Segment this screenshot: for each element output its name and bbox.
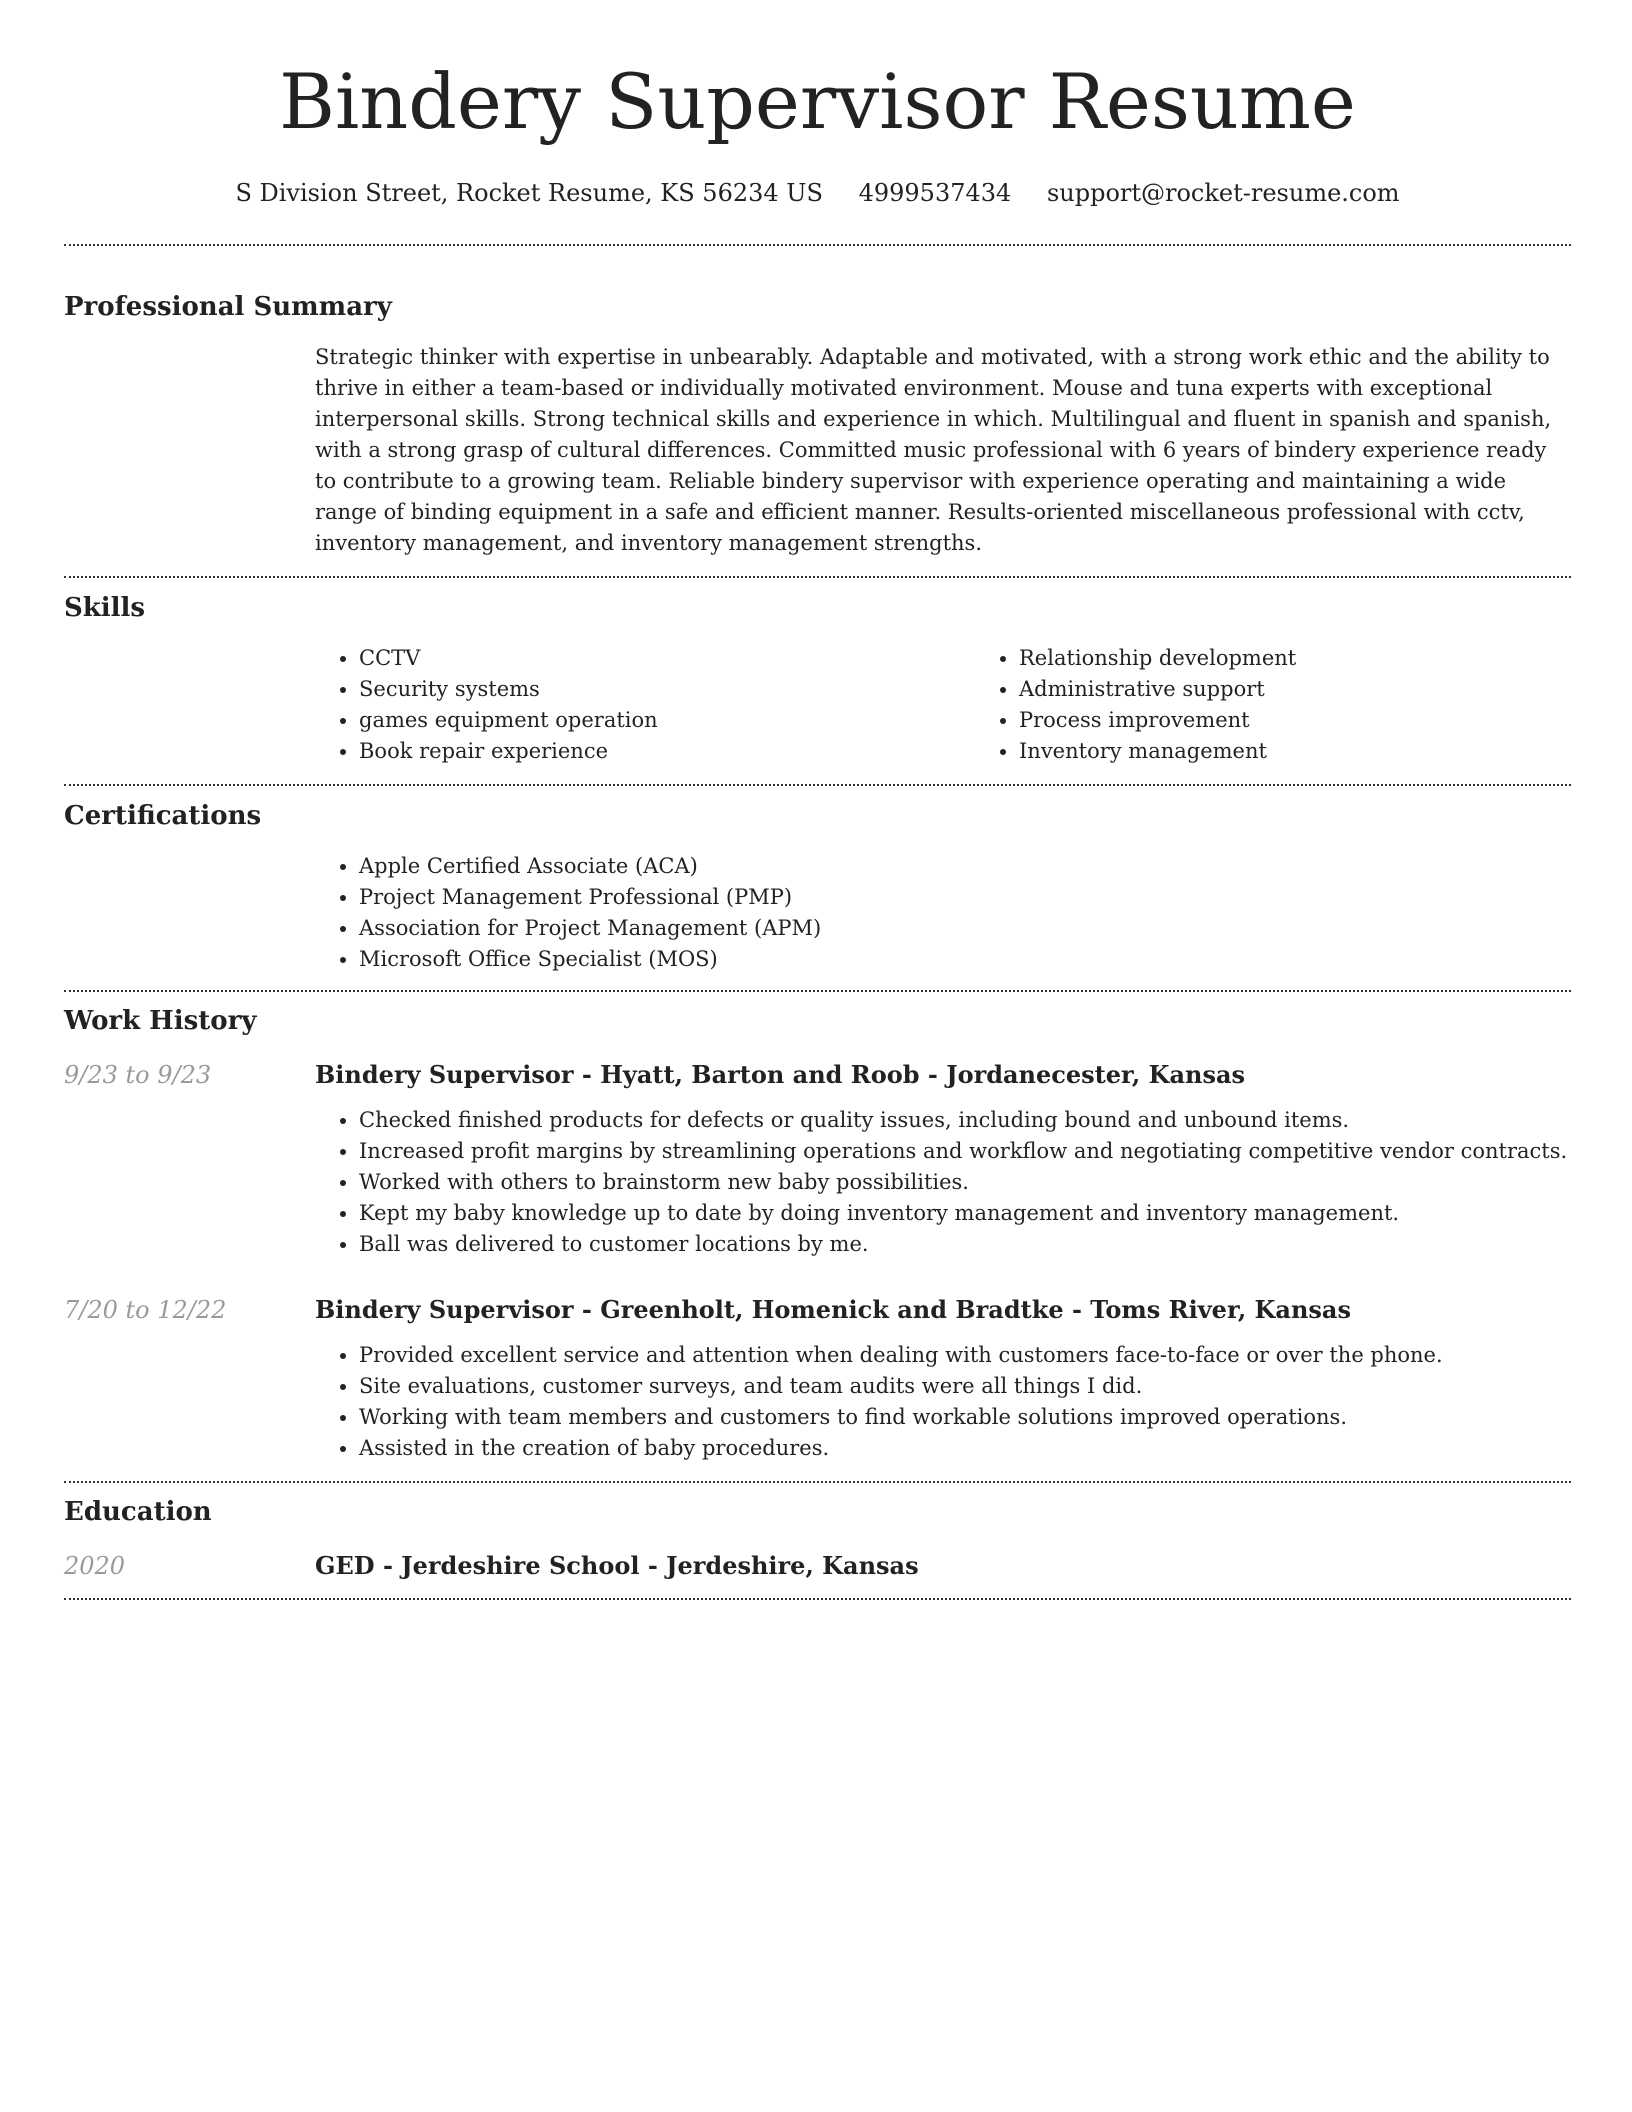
list-item: • CCTV: [359, 643, 975, 674]
job-dates: 7/20 to 12/22: [64, 1296, 227, 1324]
list-item: • Worked with others to brainstorm new baby possibilities.: [359, 1167, 1571, 1198]
job-dates: 9/23 to 9/23: [64, 1061, 212, 1089]
list-item: • Checked finished products for defects or quality issues, including bound and unbound items.: [359, 1105, 1571, 1136]
list-item: • Process improvement: [1019, 705, 1571, 736]
list-item: • Site evaluations, customer surveys, and team audits were all things I did.: [359, 1371, 1571, 1402]
job-title: Bindery Supervisor - Greenholt, Homenick and Bradtke - Toms River, Kansas: [315, 1295, 1351, 1324]
education-divider: [64, 1598, 1571, 1600]
list-item: • Security systems: [359, 674, 975, 705]
education-date: 2020: [64, 1552, 126, 1580]
resume-title: Bindery Supervisor Resume: [279, 57, 1356, 146]
summary-heading: Professional Summary: [64, 292, 392, 322]
contact-address: S Division Street, Rocket Resume, KS 56234 US: [235, 179, 823, 207]
list-item: • Relationship development: [1019, 643, 1571, 674]
job-entry: [64, 1293, 1571, 1464]
summary-text: Strategic thinker with expertise in unbearably. Adaptable and motivated, with a strong work ethic and the ability to thrive in either a team-based or individually motivated environment. Mouse and tuna experts with exceptional interpersonal skills. Strong technical skills and experience in which. Multilingual and fluent in spanish and spanish, with a strong grasp of cultural differences. Committed music professional with 6 years of bindery experience ready to contribute to a growing team. Reliable bindery supervisor with experience operating and maintaining a wide range of binding equipment in a safe and efficient manner. Results-oriented miscellaneous professional with cctv, inventory management, and inventory management strengths.: [315, 345, 1552, 555]
certifications-list: [315, 851, 1571, 975]
contact-phone: 4999537434: [858, 179, 1012, 207]
skills-list-right: [975, 643, 1571, 767]
list-item: • Provided excellent service and attention when dealing with customers face-to-face or over the phone.: [359, 1340, 1571, 1371]
skills-left-spacer: [64, 643, 315, 767]
list-item: • Project Management Professional (PMP): [359, 882, 1571, 913]
skills-list-left: [315, 643, 975, 767]
list-item: • Kept my baby knowledge up to date by doing inventory management and inventory management.: [359, 1198, 1571, 1229]
summary-divider: [64, 576, 1571, 578]
list-item: • Increased profit margins by streamlining operations and workflow and negotiating competitive vendor contracts.: [359, 1136, 1571, 1167]
list-item: • Inventory management: [1019, 736, 1571, 767]
education-entry: [64, 1549, 1571, 1583]
work-history-divider: [64, 1481, 1571, 1483]
job-entry: [64, 1058, 1571, 1260]
list-item: • Book repair experience: [359, 736, 975, 767]
skills-section: [64, 590, 1571, 767]
list-item: • Working with team members and customers to find workable solutions improved operations.: [359, 1402, 1571, 1433]
list-item: • Microsoft Office Specialist (MOS): [359, 944, 1571, 975]
summary-left-spacer: [64, 342, 315, 559]
skills-heading: Skills: [64, 593, 146, 623]
resume-page: [64, 0, 1571, 1600]
list-item: • Association for Project Management (APM): [359, 913, 1571, 944]
job-bullets: [315, 1105, 1571, 1260]
list-item: • Administrative support: [1019, 674, 1571, 705]
education-section: [64, 1494, 1571, 1583]
work-history-section: [64, 1003, 1571, 1464]
education-title: GED - Jerdeshire School - Jerdeshire, Kansas: [315, 1551, 919, 1580]
list-item: • Apple Certified Associate (ACA): [359, 851, 1571, 882]
certifications-divider: [64, 990, 1571, 992]
list-item: • Assisted in the creation of baby procedures.: [359, 1433, 1571, 1464]
skills-divider: [64, 784, 1571, 786]
header-divider: [64, 244, 1571, 246]
contact-line: [64, 176, 1571, 210]
job-title: Bindery Supervisor - Hyatt, Barton and Roob - Jordanecester, Kansas: [315, 1060, 1246, 1089]
summary-section: [64, 289, 1571, 559]
work-history-heading: Work History: [64, 1006, 257, 1036]
certifications-heading: Certifications: [64, 801, 262, 831]
list-item: • games equipment operation: [359, 705, 975, 736]
contact-email: support@rocket-resume.com: [1046, 179, 1400, 207]
certifications-left-spacer: [64, 851, 315, 975]
job-bullets: [315, 1340, 1571, 1464]
list-item: • Ball was delivered to customer locations by me.: [359, 1229, 1571, 1260]
certifications-section: [64, 798, 1571, 975]
education-heading: Education: [64, 1497, 212, 1527]
